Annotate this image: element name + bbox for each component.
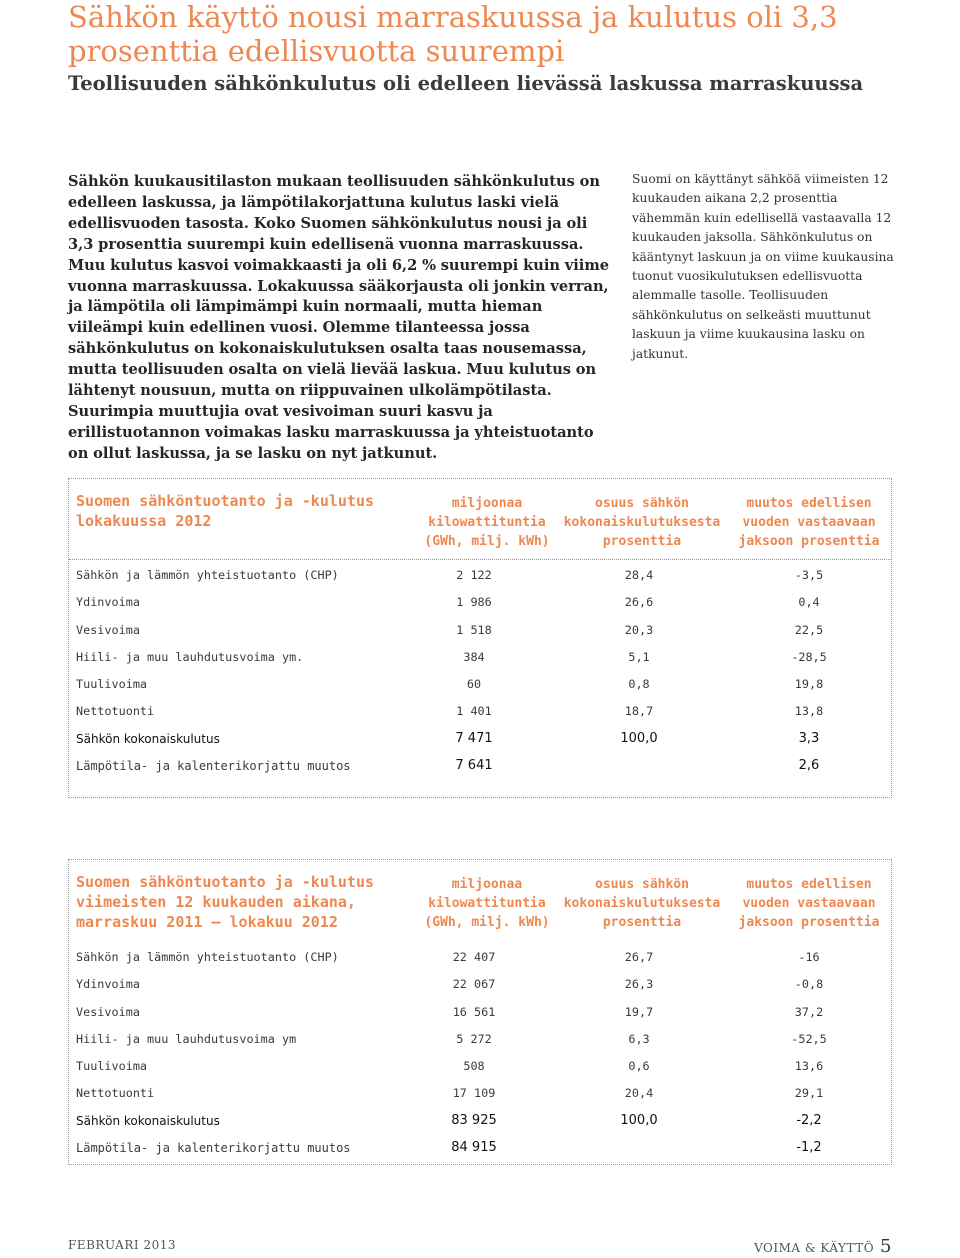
row-share: 19,7	[624, 1004, 654, 1019]
column-header-share: osuus sähkön kokonaiskulutuksesta prosenttia	[563, 877, 721, 930]
row-share: 26,7	[624, 950, 654, 964]
row-change: 22,5	[794, 622, 824, 637]
footer-publication	[720, 1236, 892, 1257]
row-share: 100,0	[620, 1112, 658, 1128]
table-october-2012	[68, 478, 892, 798]
row-label: Tuulivoima	[76, 1059, 148, 1074]
row-gwh: 83 925	[451, 1112, 497, 1128]
row-share: 0,6	[628, 1059, 650, 1074]
row-change: 0,4	[798, 595, 820, 610]
table-title: Suomen sähköntuotanto ja -kulutus lokakuussa 2012	[76, 492, 375, 530]
row-share: 26,3	[624, 977, 654, 992]
table-divider	[69, 559, 891, 560]
row-gwh: 16 561	[452, 1004, 496, 1019]
table-row	[69, 999, 891, 1026]
row-change: -28,5	[791, 649, 827, 664]
table-row	[69, 589, 891, 616]
row-label: Sähkön kokonaiskulutus	[76, 731, 220, 746]
side-paragraph: Suomi on käyttänyt sähköä viimeisten 12 kuukauden aikana 2,2 prosenttia vähemmän kuin edellisellä vastaavalla 12 kuukauden jaksolla. Sähkönkulutus on kääntynyt laskuun ja on viime kuukausina tuonut vuosikulutuksen edellisvuotta alemmalle tasolle. Teollisuuden sähkönkulutus on selkeästi muuttunut laskuun ja viime kuukausina lasku on jatkunut.	[632, 172, 894, 361]
row-share: 28,4	[624, 568, 654, 582]
publication-name: VOIMA & KÄYTTÖ	[754, 1241, 875, 1255]
table-body	[69, 562, 891, 780]
row-label: Lämpötila- ja kalenterikorjattu muutos	[76, 759, 351, 774]
row-share: 20,3	[624, 622, 654, 637]
row-label: Sähkön ja lämmön yhteistuotanto (CHP)	[76, 568, 339, 582]
column-header-change: muutos edellisen vuoden vastaavaan jaksoon prosenttia	[738, 496, 880, 549]
lead-paragraph: Sähkön kuukausitilaston mukaan teollisuuden sähkönkulutus on edelleen laskussa, ja lämpötilakorjattuna kulutus laski vielä edellisvuoden tasosta. Koko Suomen sähkönkulutus nousi ja oli 3,3 prosenttia suurempi kuin edellisenä vuonna marraskuussa. Muu kulutus kasvoi voimakkaasti ja oli 6,2 % suurempi kuin viime vuonna marraskuussa. Lokakuussa sääkorjausta oli jonkin verran, ja lämpötila oli lämpimämpi kuin normaali, mutta hieman viileämpi kuin edellinen vuosi. Olemme tilanteessa jossa sähkönkulutus on kokonaiskulutuksen osalta taas nousemassa, mutta teollisuuden osalta on vielä lievää laskua. Muu kulutus on lähtenyt nousuun, mutta on riippuvainen ulkolämpötilasta. Suurimpia muuttujia ovat vesivoiman suuri kasvu ja erillistuotannon voimakas lasku marraskuussa ja yhteistuotanto on ollut laskussa, ja se lasku on nyt jatkunut.	[68, 173, 610, 462]
table-body	[69, 944, 891, 1162]
table-header	[69, 860, 891, 940]
column-header-gwh: miljoonaa kilowattituntia (GWh, milj. kWh)	[424, 496, 550, 549]
row-change: 37,2	[794, 1004, 824, 1019]
table-row	[69, 1080, 891, 1107]
table-row	[69, 944, 891, 971]
row-change: -1,2	[796, 1140, 822, 1156]
row-share: 18,7	[624, 704, 654, 719]
row-gwh: 5 272	[456, 1031, 492, 1046]
column-header-gwh: miljoonaa kilowattituntia (GWh, milj. kWh)	[424, 877, 550, 930]
row-label: Hiili- ja muu lauhdutusvoima ym.	[76, 649, 304, 664]
footer-date: FEBRUARI 2013	[68, 1238, 176, 1252]
table-header	[69, 479, 891, 559]
row-change: 2,6	[798, 758, 820, 774]
row-label: Sähkön kokonaiskulutus	[76, 1113, 220, 1128]
row-share: 6,3	[628, 1031, 650, 1046]
row-change: -16	[798, 950, 820, 964]
row-change: -2,2	[796, 1112, 822, 1128]
row-change: 3,3	[798, 730, 820, 746]
row-gwh: 22 067	[452, 977, 496, 992]
row-label: Nettotuonti	[76, 704, 155, 719]
row-gwh: 84 915	[451, 1140, 497, 1156]
row-change: 13,8	[794, 704, 824, 719]
row-change: -3,5	[794, 568, 824, 582]
row-label: Nettotuonti	[76, 1086, 155, 1101]
row-share: 100,0	[620, 730, 658, 746]
row-change: 19,8	[794, 677, 824, 692]
row-change: 29,1	[794, 1086, 824, 1101]
row-label: Hiili- ja muu lauhdutusvoima ym	[76, 1031, 297, 1046]
row-gwh: 2 122	[456, 568, 492, 582]
row-change: 13,6	[794, 1059, 824, 1074]
row-share: 26,6	[624, 595, 654, 610]
row-gwh: 384	[463, 649, 485, 664]
row-share: 5,1	[628, 649, 650, 664]
table-row-corrected	[69, 753, 891, 780]
row-share: 0,8	[628, 677, 650, 692]
row-gwh: 7 471	[455, 730, 493, 746]
row-gwh: 1 401	[456, 704, 492, 719]
table-row	[69, 562, 891, 589]
table-row	[69, 1026, 891, 1053]
table-12-months	[68, 859, 892, 1165]
table-row	[69, 1053, 891, 1080]
table-row	[69, 671, 891, 698]
row-change: -0,8	[794, 977, 824, 992]
column-header-change: muutos edellisen vuoden vastaavaan jaksoon prosenttia	[738, 877, 880, 930]
table-row	[69, 617, 891, 644]
row-label: Vesivoima	[76, 1004, 140, 1019]
column-header-share: osuus sähkön kokonaiskulutuksesta prosenttia	[563, 496, 721, 549]
row-label: Lämpötila- ja kalenterikorjattu muutos	[76, 1141, 351, 1156]
table-title: Suomen sähköntuotanto ja -kulutus viimeisten 12 kuukauden aikana, marraskuu 2011 – lokakuu 2012	[76, 873, 375, 931]
page-number: 5	[880, 1236, 892, 1257]
row-gwh: 1 986	[456, 595, 492, 610]
table-row	[69, 698, 891, 725]
table-row	[69, 644, 891, 671]
row-gwh: 60	[466, 677, 482, 692]
table-row-total	[69, 726, 891, 753]
row-gwh: 17 109	[452, 1086, 496, 1101]
row-label: Ydinvoima	[76, 595, 140, 610]
table-row-total	[69, 1108, 891, 1135]
row-gwh: 7 641	[455, 758, 493, 774]
table-row	[69, 971, 891, 998]
row-gwh: 22 407	[452, 950, 496, 964]
page-title: Sähkön käyttö nousi marraskuussa ja kulutus oli 3,3 prosenttia edellisvuotta suurempi	[68, 0, 838, 68]
table-row-corrected	[69, 1135, 891, 1162]
row-label: Vesivoima	[76, 622, 140, 637]
row-label: Sähkön ja lämmön yhteistuotanto (CHP)	[76, 950, 339, 964]
row-share: 20,4	[624, 1086, 654, 1101]
page-subtitle: Teollisuuden sähkönkulutus oli edelleen lievässä laskussa marraskuussa	[68, 72, 864, 95]
row-label: Tuulivoima	[76, 677, 148, 692]
row-change: -52,5	[791, 1031, 827, 1046]
row-label: Ydinvoima	[76, 977, 140, 992]
row-gwh: 1 518	[456, 622, 492, 637]
row-gwh: 508	[463, 1059, 485, 1074]
